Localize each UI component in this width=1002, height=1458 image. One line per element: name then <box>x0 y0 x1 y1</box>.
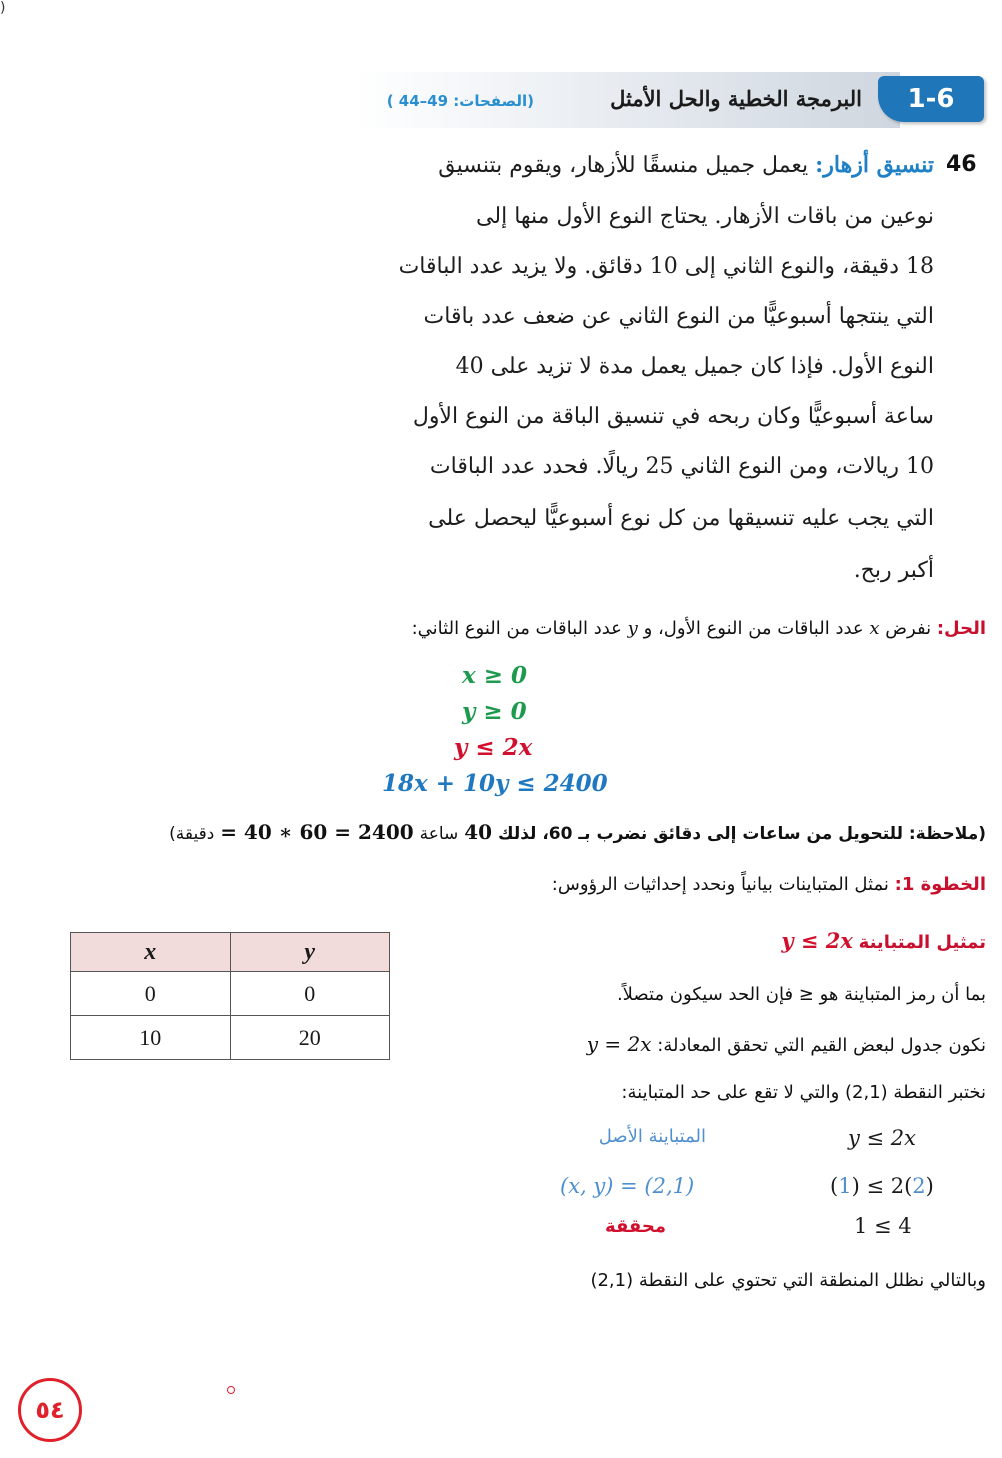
problem-line-4: النوع الأول. فإذا كان جميل يعمل مدة لا تزيد على 40 <box>455 354 934 379</box>
table-cell: 0 <box>71 972 231 1016</box>
inequality-expr: y ≤ 2x <box>781 928 853 953</box>
conclusion-line: وبالتالي نظلل المنطقة التي تحتوي على النقطة (2,1) <box>590 1270 986 1291</box>
values-table <box>70 932 390 1060</box>
section-title: البرمجة الخطية والحل الأمثل <box>610 86 862 111</box>
decorative-dot <box>227 1386 235 1394</box>
check-row-3-left: 1 ≤ 4 <box>854 1214 912 1238</box>
constraint-y-le-2x: y ≤ 2x <box>454 734 533 761</box>
section-number: 1-6 <box>907 84 955 114</box>
note-open: (ملاحظة: للتحويل من ساعات إلى دقائق نضرب بـ 60، لذلك <box>497 824 986 844</box>
table-header-x: x <box>71 933 231 972</box>
check-row-2-right: (x, y) = (2,1) <box>560 1174 695 1198</box>
check-row-1-left: y ≤ 2x <box>848 1126 917 1150</box>
constraint-time: 18x + 10y ≤ 2400 <box>382 770 608 797</box>
note-close: دقيقة) <box>169 824 215 844</box>
problem-line-8: أكبر ربح. <box>853 558 934 583</box>
section-number-badge <box>878 76 984 122</box>
table-intro-text: نكون جدول لبعض القيم التي تحقق المعادلة: <box>657 1035 986 1056</box>
test-point-line: نختبر النقطة (2,1) والتي لا تقع على حد المتباينة: <box>621 1082 986 1103</box>
var-x: x <box>869 618 880 639</box>
table-header-row <box>71 933 390 972</box>
var-y: y <box>627 618 638 639</box>
check-row-2-part-b: 1 <box>838 1174 852 1198</box>
constraint-y-nonneg: y ≥ 0 <box>462 698 527 725</box>
problem-line-2: 18 دقيقة، والنوع الثاني إلى 10 دقائق. ولا يزيد عدد الباقات <box>398 254 934 279</box>
check-row-2-part-e: ) <box>925 1174 934 1198</box>
note-math: = 40 ∗ 60 = 2400 <box>220 820 414 844</box>
note-value: 40 <box>464 820 493 844</box>
problem-line-0: يعمل جميل منسقًا للأزهار، ويقوم بتنسيق <box>438 153 809 178</box>
corner-mark: ) <box>0 0 6 16</box>
check-row-1-right: المتباينة الأصل <box>598 1126 706 1147</box>
page-number-circle <box>18 1378 82 1442</box>
problem-line-7: التي يجب عليه تنسيقها من كل نوع أسبوعيًّا ليحصل على <box>428 506 934 531</box>
table-cell: 0 <box>230 972 390 1016</box>
table-row <box>71 1016 390 1060</box>
step1-text: نمثل المتباينات بيانياً ونحدد إحداثيات الرؤوس: <box>551 874 889 895</box>
step1-line <box>552 874 986 895</box>
check-row-3-right: محققة <box>605 1216 666 1237</box>
table-intro-eq: y = 2x <box>586 1032 652 1056</box>
step1-label: الخطوة 1: <box>894 874 986 895</box>
problem-line-3: التي ينتجها أسبوعيًّا من النوع الثاني عن ضعف عدد باقات <box>423 304 934 329</box>
section-pages: (الصفحات: 49–44 ) <box>386 92 534 110</box>
page-number: ٥٤ <box>35 1396 65 1424</box>
inequality-title: تمثيل المتباينة <box>858 932 986 953</box>
problem-line-5: ساعة أسبوعيًّا وكان ربحه في تنسيق الباقة من النوع الأول <box>412 404 934 429</box>
check-row-2-part-c: ) ≤ 2( <box>851 1174 913 1198</box>
problem-topic: تنسيق أزهار: <box>815 152 934 178</box>
table-row <box>71 972 390 1016</box>
table-cell: 20 <box>230 1016 390 1060</box>
table-header-y: y <box>230 933 390 972</box>
check-row-2-part-d: 2 <box>912 1174 926 1198</box>
problem-line-1: نوعين من باقات الأزهار. يحتاج النوع الأول منها إلى <box>476 204 934 229</box>
inequality-heading <box>781 928 986 953</box>
solution-intro <box>412 618 986 639</box>
problem-line-6: 10 ريالات، ومن النوع الثاني 25 ريالًا. فحدد عدد الباقات <box>429 454 934 479</box>
check-row-2-part-a: ( <box>830 1174 839 1198</box>
check-row-2-left <box>830 1174 934 1198</box>
solution-intro-c: عدد الباقات من النوع الثاني: <box>411 618 622 639</box>
boundary-solid-line: بما أن رمز المتباينة هو ≤ فإن الحد سيكون متصلاً. <box>616 984 986 1005</box>
solution-intro-b: عدد الباقات من النوع الأول، و <box>643 618 864 639</box>
constraint-x-nonneg: x ≥ 0 <box>462 662 528 689</box>
solution-intro-a: نفرض <box>885 618 932 639</box>
problem-first-line <box>438 152 934 178</box>
table-cell: 10 <box>71 1016 231 1060</box>
solution-label: الحل: <box>936 618 986 639</box>
conversion-note <box>169 820 986 844</box>
note-unit-hours: ساعة <box>419 824 459 844</box>
table-intro-line <box>587 1032 986 1056</box>
problem-number: 46 <box>946 152 977 177</box>
